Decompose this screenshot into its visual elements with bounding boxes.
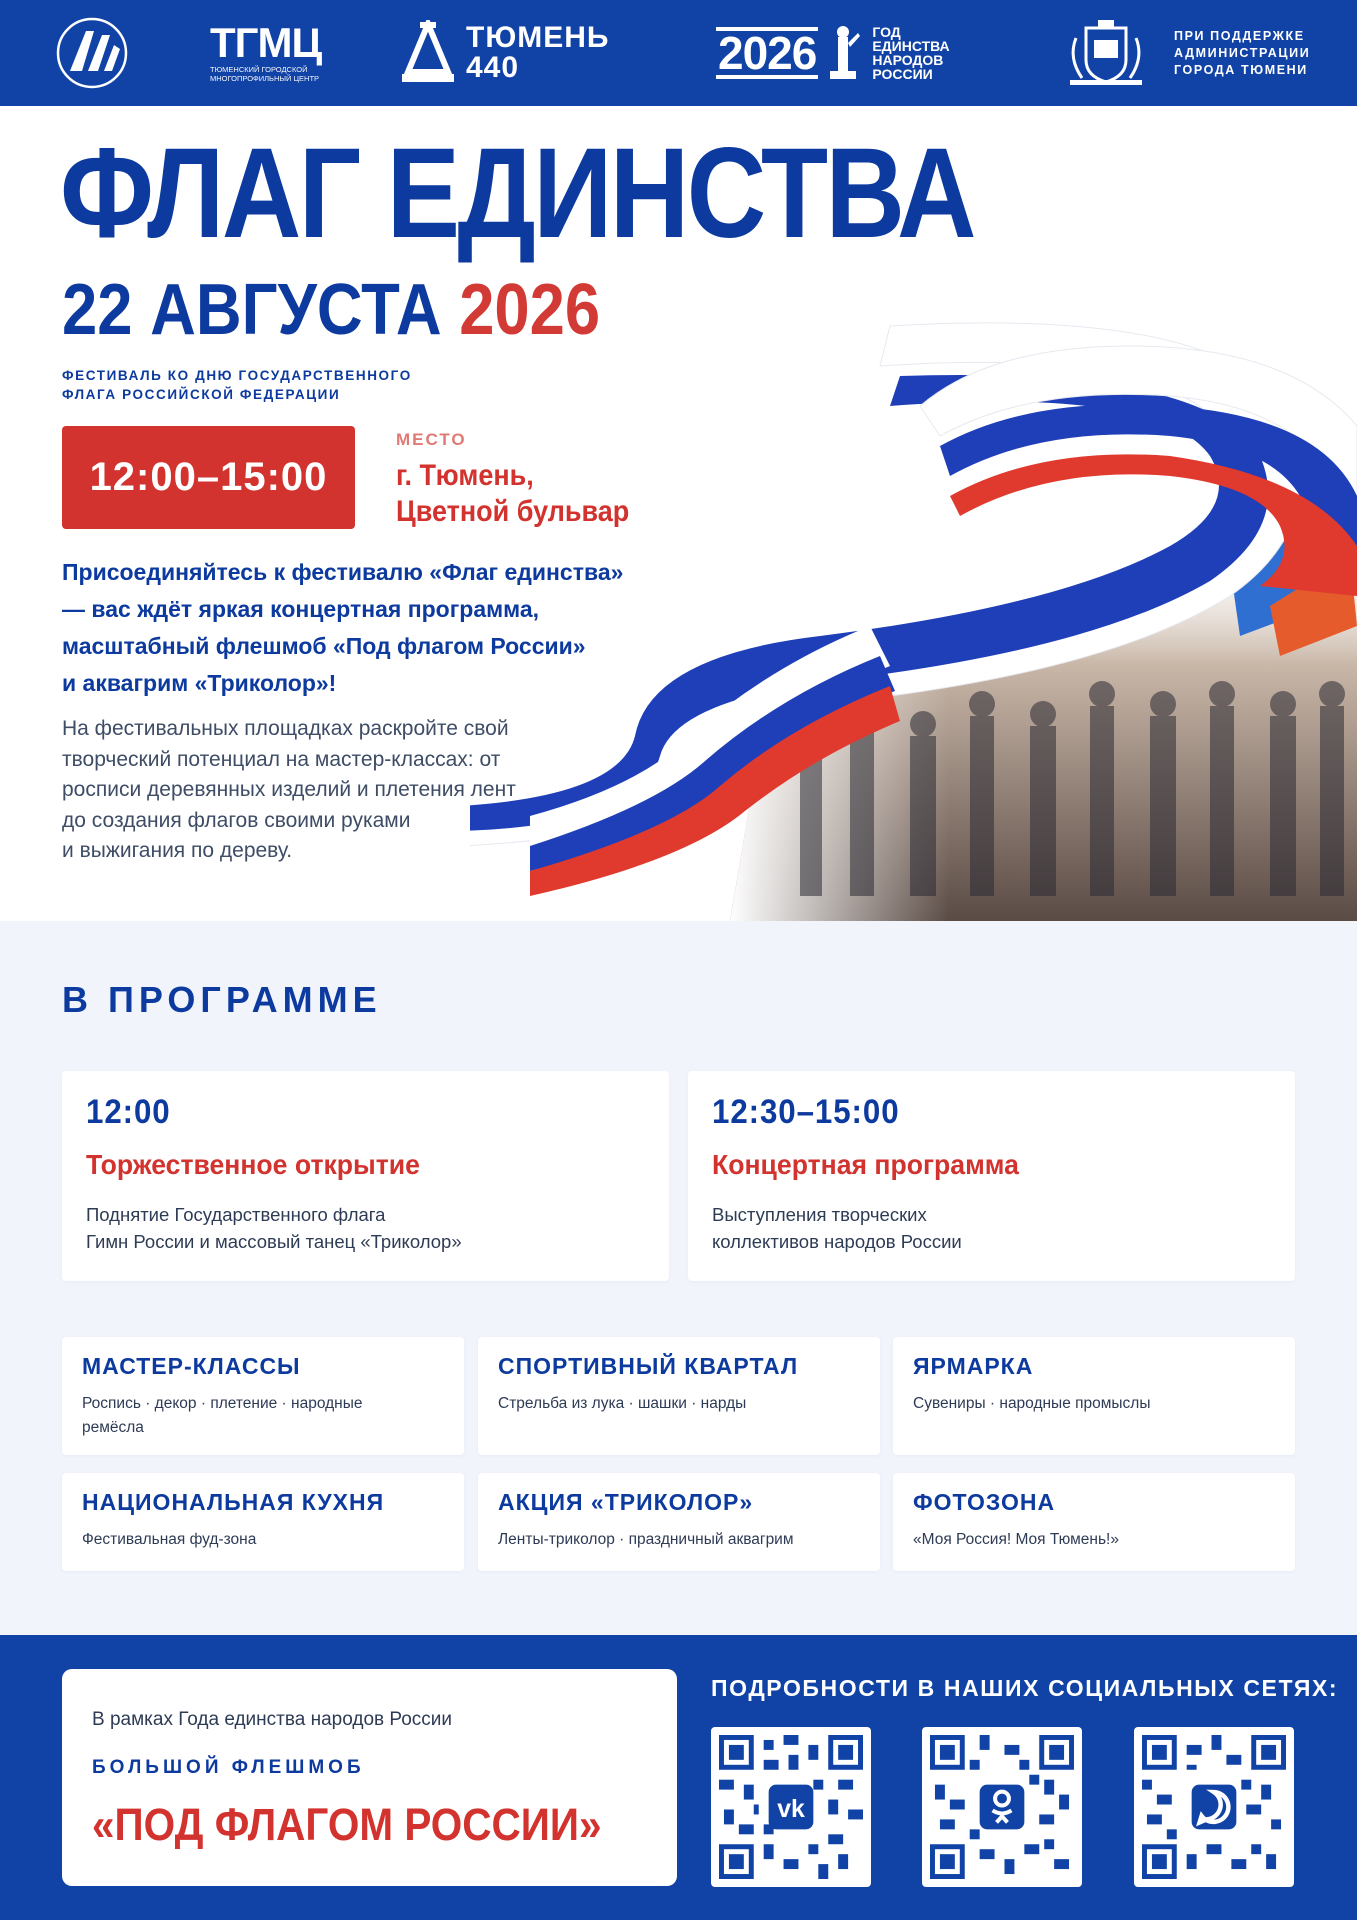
program-section: [0, 921, 1357, 1635]
body-line-3: росписи деревянных изделий и плетения лент: [62, 778, 516, 801]
main-event-time: 12:30–15:00: [712, 1093, 900, 1131]
tyumen-logo-line1: ТЮМЕНЬ: [466, 21, 610, 54]
flashmob-label: БОЛЬШОЙ ФЛЕШМОБ: [92, 1757, 365, 1778]
year-logo-caption-4: РОССИИ: [872, 66, 933, 82]
body-line-2: творческий потенциал на мастер-классах: от: [62, 747, 501, 771]
program-tile-desc: Сувениры · народные промыслы: [913, 1395, 1151, 1412]
header-bar: [0, 0, 1357, 106]
main-event-desc-line-2: Гимн России и массовый танец «Триколор»: [86, 1231, 462, 1252]
social-title: ПОДРОБНОСТИ В НАШИХ СОЦИАЛЬНЫХ СЕТЯХ:: [711, 1675, 1339, 1701]
qr-code-graphic: [1142, 1735, 1286, 1879]
place-line-2: Цветной бульвар: [396, 495, 630, 528]
tyumen-logo-icon: [400, 20, 456, 86]
lead-line-1: Присоединяйтесь к фестивалю «Флаг единства»: [62, 559, 624, 585]
program-tile-name: СПОРТИВНЫЙ КВАРТАЛ: [498, 1353, 799, 1379]
tgmc-logo-subtitle: ТЮМЕНСКИЙ ГОРОДСКОЙ МНОГОПРОФИЛЬНЫЙ ЦЕНТР: [210, 65, 320, 83]
lead-line-4: и аквагрим «Триколор»!: [62, 670, 337, 696]
admin-logo-caption-1: ПРИ ПОДДЕРЖКЕ: [1174, 28, 1305, 43]
program-tile-name: АКЦИЯ «ТРИКОЛОР»: [498, 1489, 754, 1515]
program-tile: [478, 1473, 880, 1571]
event-subtitle-line-1: ФЕСТИВАЛЬ КО ДНЮ ГОСУДАРСТВЕННОГО: [62, 368, 412, 383]
place-value: [396, 458, 693, 530]
main-event-name: Торжественное открытие: [86, 1149, 420, 1180]
year-logo-caption-3: НАРОДОВ: [872, 52, 944, 68]
flashmob-context: В рамках Года единства народов России: [92, 1709, 453, 1730]
tgmc-logo: [210, 0, 330, 106]
tyumen-440-logo: [400, 0, 610, 106]
body-line-1: На фестивальных площадках раскройте свой: [62, 717, 509, 740]
lead-line-2: — вас ждёт яркая концертная программа,: [62, 596, 540, 622]
event-time-badge: 12:00–15:00: [62, 426, 355, 529]
qr-code-graphic: [719, 1735, 863, 1879]
event-date-year: 2026: [459, 270, 601, 350]
year-logo-year: 2026: [718, 27, 817, 79]
city-administration-logo: [1056, 0, 1310, 106]
main-event-card: [688, 1071, 1295, 1281]
body-line-5: и выжигания по дереву.: [62, 839, 293, 862]
event-subtitle: [62, 366, 482, 404]
program-tile-desc: Ленты-триколор · праздничный аквагрим: [498, 1531, 794, 1548]
event-title: ФЛАГ ЕДИНСТВА: [60, 122, 974, 265]
qr-code-graphic: [930, 1735, 1074, 1879]
main-event-desc: [712, 1201, 1232, 1255]
program-tile-desc: Стрельба из лука · шашки · нарды: [498, 1395, 747, 1412]
tgmc-logo-title: ТГМЦ: [210, 19, 322, 66]
program-tile-name: ЯРМАРКА: [913, 1353, 1034, 1379]
program-tile-desc: Фестивальная фуд-зона: [82, 1531, 257, 1548]
event-date-day-month: 22 АВГУСТА: [62, 270, 442, 350]
qr-code-vk[interactable]: [711, 1727, 871, 1887]
program-title: В ПРОГРАММЕ: [62, 979, 382, 1020]
place-label: МЕСТО: [396, 430, 467, 449]
flashmob-name: «ПОД ФЛАГОМ РОССИИ»: [92, 1799, 602, 1850]
program-tile-name: НАЦИОНАЛЬНАЯ КУХНЯ: [82, 1489, 385, 1515]
admin-logo-caption-2: АДМИНИСТРАЦИИ: [1174, 45, 1311, 60]
year-logo-caption-2: ЕДИНСТВА: [872, 38, 950, 54]
flashmob-box: [62, 1669, 677, 1886]
year-logo-caption-1: ГОД: [872, 24, 901, 40]
lead-paragraph: [62, 554, 722, 702]
lead-line-3: масштабный флешмоб «Под флагом России»: [62, 633, 586, 659]
main-event-desc-line-2: коллективов народов России: [712, 1231, 962, 1252]
department-logo-icon: [42, 13, 142, 93]
admin-logo-caption-3: ГОРОДА ТЮМЕНИ: [1174, 62, 1308, 77]
footer-section: [0, 1635, 1357, 1920]
qr-code-odnoklassniki[interactable]: [922, 1727, 1082, 1887]
program-tile-desc: «Моя Россия! Моя Тюмень!»: [913, 1531, 1119, 1548]
main-event-name: Концертная программа: [712, 1149, 1019, 1180]
main-event-card: [62, 1071, 669, 1281]
program-tile-desc: Роспись · декор · плетение · народные ремёсла: [82, 1395, 363, 1436]
hero-section: [0, 106, 1357, 921]
program-tile-name: МАСТЕР-КЛАССЫ: [82, 1353, 301, 1379]
qr-code-max[interactable]: [1134, 1727, 1294, 1887]
tyumen-logo-line2: 440: [466, 51, 520, 84]
body-paragraph: [62, 714, 622, 867]
svg-text:vk: vk: [777, 1795, 805, 1823]
main-event-time: 12:00: [86, 1093, 171, 1131]
city-coat-of-arms-icon: [1056, 18, 1156, 88]
monument-icon: [824, 23, 862, 83]
program-tile: [478, 1337, 880, 1455]
program-tile: [893, 1473, 1295, 1571]
program-tile: [893, 1337, 1295, 1455]
main-event-desc-line-1: Поднятие Государственного флага: [86, 1204, 386, 1225]
place-line-1: г. Тюмень,: [396, 459, 534, 492]
year-of-unity-logo: [716, 0, 950, 106]
event-subtitle-line-2: ФЛАГА РОССИЙСКОЙ ФЕДЕРАЦИИ: [62, 387, 341, 402]
main-event-desc: [86, 1201, 606, 1255]
program-tile-name: ФОТОЗОНА: [913, 1489, 1056, 1515]
body-line-4: до создания флагов своими руками: [62, 808, 411, 832]
event-date: [62, 270, 600, 350]
main-event-desc-line-1: Выступления творческих: [712, 1204, 927, 1225]
department-logo: [42, 0, 142, 106]
program-tile: [62, 1337, 464, 1455]
program-tile: [62, 1473, 464, 1571]
